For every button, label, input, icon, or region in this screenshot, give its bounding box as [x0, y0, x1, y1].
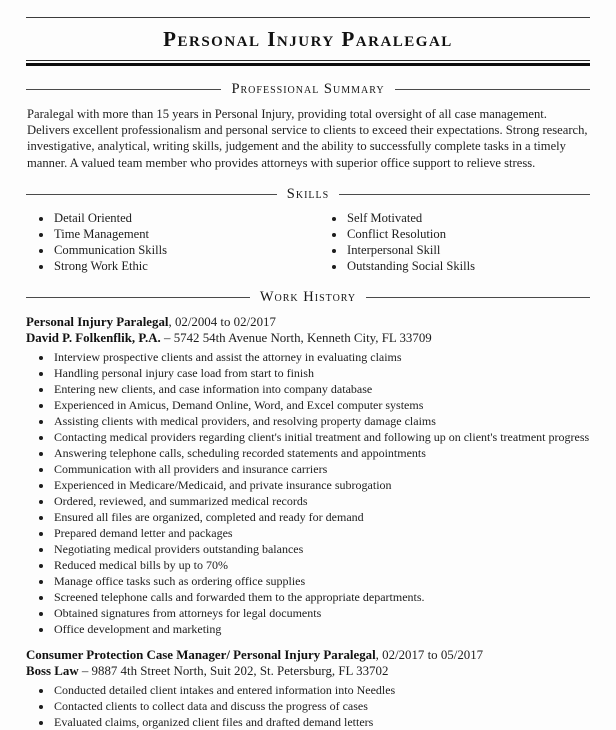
job-title-line	[26, 314, 590, 330]
bullet-item: • Entering new clients, and case information into company database	[53, 381, 590, 397]
job-employer-line	[26, 330, 590, 346]
bullet-item: • Manage office tasks such as ordering office supplies	[53, 573, 590, 589]
job-title-line	[26, 647, 590, 663]
job-location: – 5742 54th Avenue North, Kenneth City, FL 33709	[160, 330, 432, 345]
heading-rule-left	[26, 297, 250, 298]
section-professional-summary	[26, 81, 590, 171]
bullet-item: • Obtained signatures from attorneys for legal documents	[53, 605, 590, 621]
bullet-item: • Experienced in Medicare/Medicaid, and private insurance subrogation	[53, 477, 590, 493]
section-heading: Work History	[259, 288, 357, 305]
top-rule	[26, 17, 590, 18]
bullet-item: • Experienced in Amicus, Demand Online, Word, and Excel computer systems	[53, 397, 590, 413]
bullet-item: • Prepared demand letter and packages	[53, 525, 590, 541]
job-duties-list	[26, 349, 590, 637]
heading-rule-left	[26, 89, 221, 90]
job-employer-line	[26, 663, 590, 679]
section-skills	[26, 186, 590, 274]
skills-columns	[26, 210, 590, 274]
section-heading-row	[26, 81, 590, 98]
skill-item: • Communication Skills	[53, 242, 319, 258]
skill-item: • Self Motivated	[346, 210, 590, 226]
bullet-item: • Reduced medical bills by up to 70%	[53, 557, 590, 573]
skills-list-right	[319, 210, 590, 274]
summary-paragraph: Paralegal with more than 15 years in Personal Injury, providing total oversight of all case management. Delivers excellent professionalism and personal service to clients to exceed their expectations. Strong research, investigative, analytical, writing skills, judgement and the ability to successfully complete tasks in a timely manner. A valued team member who provides attorneys with superior office support to relieve stress.	[27, 107, 588, 170]
job-duties-list	[26, 682, 590, 730]
bullet-item: • Screened telephone calls and forwarded them to the appropriate departments.	[53, 589, 590, 605]
bullet-item: • Conducted detailed client intakes and entered information into Needles	[53, 682, 590, 698]
job-title: Personal Injury Paralegal	[26, 314, 169, 329]
section-heading-row	[26, 186, 590, 203]
page-title: Personal Injury Paralegal	[163, 27, 453, 51]
job-employer: Boss Law	[26, 663, 79, 678]
bullet-item: • Interview prospective clients and assist the attorney in evaluating claims	[53, 349, 590, 365]
job-dates: , 02/2017 to 05/2017	[375, 647, 484, 662]
heading-rule-right	[366, 297, 590, 298]
bullet-item: • Ordered, reviewed, and summarized medical records	[53, 493, 590, 509]
bullet-item: • Communication with all providers and insurance carriers	[53, 461, 590, 477]
section-work-history	[26, 289, 590, 730]
job-employer: David P. Folkenflik, P.A.	[26, 330, 161, 345]
skills-list-left	[26, 210, 319, 274]
skill-item: • Strong Work Ethic	[53, 258, 319, 274]
job-entry	[26, 647, 590, 730]
job-location: – 9887 4th Street North, Suit 202, St. Petersburg, FL 33702	[78, 663, 389, 678]
skill-item: • Outstanding Social Skills	[346, 258, 590, 274]
heading-rule-left	[26, 194, 277, 195]
bullet-item: • Contacted clients to collect data and discuss the progress of cases	[53, 698, 590, 714]
bullet-item: • Handling personal injury case load from start to finish	[53, 365, 590, 381]
bullet-item: • Answering telephone calls, scheduling recorded statements and appointments	[53, 445, 590, 461]
skill-item: • Detail Oriented	[53, 210, 319, 226]
section-heading-row	[26, 289, 590, 306]
bullet-item: • Assisting clients with medical providers, and resolving property damage claims	[53, 413, 590, 429]
bullet-item: • Contacting medical providers regarding client's initial treatment and following up on client's treatment progress	[53, 429, 590, 445]
bullet-item: • Evaluated claims, organized client files and drafted demand letters	[53, 714, 590, 730]
skill-item: • Time Management	[53, 226, 319, 242]
section-heading: Professional Summary	[231, 81, 385, 97]
heading-rule-right	[339, 194, 590, 195]
bullet-item: • Ensured all files are organized, completed and ready for demand	[53, 509, 590, 525]
title-underline	[26, 60, 590, 66]
job-entry	[26, 314, 590, 637]
bullet-item: • Office development and marketing	[53, 621, 590, 637]
section-heading: Skills	[286, 185, 330, 202]
heading-rule-right	[395, 89, 590, 90]
skill-item: • Interpersonal Skill	[346, 242, 590, 258]
resume-page	[0, 17, 616, 730]
skill-item: • Conflict Resolution	[346, 226, 590, 242]
job-title: Consumer Protection Case Manager/ Personal Injury Paralegal	[26, 647, 376, 662]
bullet-item: • Negotiating medical providers outstanding balances	[53, 541, 590, 557]
job-dates: , 02/2004 to 02/2017	[168, 314, 276, 329]
